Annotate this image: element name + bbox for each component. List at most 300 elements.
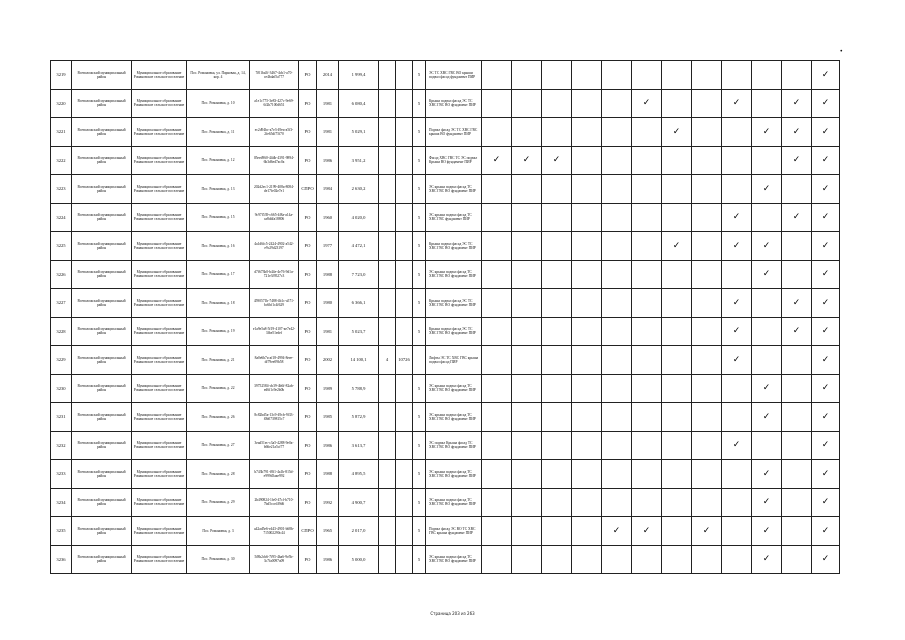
work-cell: [512, 517, 542, 546]
work-cell: [692, 403, 722, 432]
work-cell: [512, 89, 542, 118]
floors-cell: 5: [413, 488, 426, 517]
check-mark-icon: ✓: [752, 517, 782, 546]
work-cell: [692, 460, 722, 489]
work-cell: [752, 89, 782, 118]
work-cell: [602, 61, 632, 90]
year-cell: 1981: [317, 317, 339, 346]
work-cell: [692, 175, 722, 204]
settlement-cell: Муниципальное образование Романовское сельское поселение: [132, 232, 187, 261]
table-row: [51, 317, 840, 346]
area-cell: 3 613,7: [339, 431, 379, 460]
work-cell: [752, 289, 782, 318]
settlement-cell: Муниципальное образование Романовское сельское поселение: [132, 203, 187, 232]
district-cell: Всеволожский муниципальный район: [72, 89, 132, 118]
area-cell: 4 895,5: [339, 460, 379, 489]
table-row: [51, 232, 840, 261]
floors-cell: 5: [413, 374, 426, 403]
work-cell: [722, 61, 752, 90]
work-cell: [482, 346, 512, 375]
area-cell: 5 000,0: [339, 545, 379, 574]
work-cell: [752, 146, 782, 175]
work-cell: [482, 517, 512, 546]
work-cell: [722, 545, 752, 574]
year-cell: 1989: [317, 374, 339, 403]
work-cell: [782, 61, 812, 90]
table-row: [51, 545, 840, 574]
check-mark-icon: ✓: [812, 545, 840, 574]
check-mark-icon: ✓: [752, 403, 782, 432]
floors-cell: 5: [413, 203, 426, 232]
row-number: 3232: [51, 431, 72, 460]
check-mark-icon: ✓: [632, 89, 662, 118]
work-cell: [722, 460, 752, 489]
work-cell: [692, 374, 722, 403]
extra-cell: [396, 118, 413, 147]
work-cell: [632, 346, 662, 375]
row-number: 3230: [51, 374, 72, 403]
table-row: [51, 517, 840, 546]
address-cell: Пос. Романовка, д. 11: [187, 118, 250, 147]
check-mark-icon: ✓: [722, 203, 752, 232]
district-cell: Всеволожский муниципальный район: [72, 374, 132, 403]
organization-cell: РО: [299, 460, 317, 489]
works-cell: Крыша подвал фасад ЭС ТС ХВС ГВС ВО фундамент ПИР: [426, 317, 482, 346]
lifts-cell: [379, 517, 396, 546]
check-mark-icon: ✓: [812, 488, 840, 517]
work-cell: [602, 374, 632, 403]
check-mark-icon: ✓: [812, 89, 840, 118]
district-cell: Всеволожский муниципальный район: [72, 460, 132, 489]
check-mark-icon: ✓: [812, 203, 840, 232]
lifts-cell: [379, 61, 396, 90]
year-cell: 1988: [317, 260, 339, 289]
check-mark-icon: ✓: [782, 146, 812, 175]
organization-cell: РО: [299, 403, 317, 432]
year-cell: 1988: [317, 460, 339, 489]
work-cell: [662, 289, 692, 318]
year-cell: 1984: [317, 175, 339, 204]
house-code-cell: 7f01ba5f-3467-4cb1-a70-ce4bdaf5a777: [250, 61, 299, 90]
check-mark-icon: ✓: [512, 146, 542, 175]
address-cell: Пос. Романовка, ул. Парковая, д. 14, кор. 4: [187, 61, 250, 90]
floors-cell: 5: [413, 317, 426, 346]
year-cell: 1986: [317, 545, 339, 574]
work-cell: [512, 232, 542, 261]
work-cell: [692, 431, 722, 460]
work-cell: [572, 89, 602, 118]
work-cell: [752, 61, 782, 90]
lifts-cell: [379, 203, 396, 232]
works-cell: Крыша подвал фасад ЭС ТС ХВС ГВС ВО фундамент ПИР: [426, 232, 482, 261]
work-cell: [722, 403, 752, 432]
work-cell: [722, 517, 752, 546]
area-cell: 5 788,9: [339, 374, 379, 403]
work-cell: [662, 517, 692, 546]
settlement-cell: Муниципальное образование Романовское сельское поселение: [132, 545, 187, 574]
work-cell: [542, 374, 572, 403]
work-cell: [542, 488, 572, 517]
row-number: 3220: [51, 89, 72, 118]
table-row: [51, 488, 840, 517]
lifts-cell: [379, 232, 396, 261]
area-cell: 6 080,4: [339, 89, 379, 118]
check-mark-icon: ✓: [812, 317, 840, 346]
housing-register-table: [50, 60, 840, 574]
extra-cell: [396, 175, 413, 204]
works-cell: ЭС крыша подвал фасад ТС ХВС ГВС ВО фундамент ПИР: [426, 488, 482, 517]
address-cell: Пос. Романовка, д. 10: [187, 89, 250, 118]
address-cell: Пос. Романовка, д. 15: [187, 203, 250, 232]
work-cell: [482, 118, 512, 147]
organization-cell: РО: [299, 488, 317, 517]
work-cell: [632, 232, 662, 261]
work-cell: [602, 203, 632, 232]
check-mark-icon: ✓: [632, 517, 662, 546]
work-cell: [542, 118, 572, 147]
organization-cell: РО: [299, 317, 317, 346]
organization-cell: РО: [299, 118, 317, 147]
extra-cell: [396, 289, 413, 318]
work-cell: [602, 232, 632, 261]
work-cell: [542, 232, 572, 261]
address-cell: Пос. Романовка, д. 12: [187, 146, 250, 175]
settlement-cell: Муниципальное образование Романовское сельское поселение: [132, 146, 187, 175]
check-mark-icon: ✓: [752, 374, 782, 403]
work-cell: [512, 488, 542, 517]
table-row: [51, 175, 840, 204]
work-cell: [602, 89, 632, 118]
work-cell: [632, 203, 662, 232]
work-cell: [482, 460, 512, 489]
work-cell: [572, 460, 602, 489]
area-cell: 7 723,0: [339, 260, 379, 289]
check-mark-icon: ✓: [812, 232, 840, 261]
house-code-cell: a42ad5e6-e443-4901-b68b-715002290c44: [250, 517, 299, 546]
work-cell: [542, 89, 572, 118]
district-cell: Всеволожский муниципальный район: [72, 431, 132, 460]
area-cell: 4 472,1: [339, 232, 379, 261]
year-cell: 2002: [317, 346, 339, 375]
address-cell: Пос. Романовка, д. 13: [187, 175, 250, 204]
work-cell: [692, 488, 722, 517]
district-cell: Всеволожский муниципальный район: [72, 61, 132, 90]
floors-cell: [413, 346, 426, 375]
check-mark-icon: ✓: [812, 175, 840, 204]
address-cell: Пос. Романовка, д. 16: [187, 232, 250, 261]
extra-cell: [396, 431, 413, 460]
work-cell: [512, 545, 542, 574]
work-cell: [752, 203, 782, 232]
works-cell: ЭС крыша подвал фасад ТС ХВС ГВС ВО фундамент ПИР: [426, 460, 482, 489]
area-cell: 5 872,9: [339, 403, 379, 432]
work-cell: [722, 146, 752, 175]
district-cell: Всеволожский муниципальный район: [72, 232, 132, 261]
area-cell: 1 999,4: [339, 61, 379, 90]
works-cell: ЭС крыша подвал фасад ТС ХВС ГВС ВО фундамент ПИР: [426, 403, 482, 432]
work-cell: [662, 203, 692, 232]
check-mark-icon: ✓: [662, 118, 692, 147]
district-cell: Всеволожский муниципальный район: [72, 346, 132, 375]
district-cell: Всеволожский муниципальный район: [72, 517, 132, 546]
house-code-cell: 05eed960-44db-4391-9894-6b3d6ed7ac0a: [250, 146, 299, 175]
row-number: 3224: [51, 203, 72, 232]
work-cell: [572, 118, 602, 147]
settlement-cell: Муниципальное образование Романовское сельское поселение: [132, 460, 187, 489]
check-mark-icon: ✓: [482, 146, 512, 175]
house-code-cell: 39752584-cb39-4b6f-82ab-ed6f1c9e2b0b: [250, 374, 299, 403]
work-cell: [632, 317, 662, 346]
work-cell: [512, 460, 542, 489]
check-mark-icon: ✓: [752, 175, 782, 204]
work-cell: [572, 488, 602, 517]
house-code-cell: e1a9e5a8-5f19-4107-ae7e42-3fbe51edef: [250, 317, 299, 346]
works-cell: ЭС крыша подвал фасад ТС ХВС ГВС ВО фундамент ПИР: [426, 545, 482, 574]
extra-cell: [396, 146, 413, 175]
work-cell: [482, 374, 512, 403]
lifts-cell: [379, 374, 396, 403]
work-cell: [542, 431, 572, 460]
work-cell: [602, 346, 632, 375]
settlement-cell: Муниципальное образование Романовское сельское поселение: [132, 89, 187, 118]
check-mark-icon: ✓: [782, 289, 812, 318]
check-mark-icon: ✓: [752, 118, 782, 147]
work-cell: [572, 232, 602, 261]
check-mark-icon: ✓: [812, 260, 840, 289]
row-number: 3235: [51, 517, 72, 546]
extra-cell: [396, 374, 413, 403]
organization-cell: РО: [299, 232, 317, 261]
work-cell: [572, 289, 602, 318]
table-row: [51, 260, 840, 289]
house-code-cell: 5f8b2cb6-7f95-4ba6-9e5b-3c7fa0097a09: [250, 545, 299, 574]
area-cell: 4 900,7: [339, 488, 379, 517]
work-cell: [662, 374, 692, 403]
table-row: [51, 431, 840, 460]
check-mark-icon: ✓: [782, 89, 812, 118]
work-cell: [572, 146, 602, 175]
house-code-cell: 202d2ec1-2199-408a-8084-de17fe02e7e1: [250, 175, 299, 204]
work-cell: [632, 118, 662, 147]
table-row: [51, 374, 840, 403]
work-cell: [662, 545, 692, 574]
works-cell: Крыша подвал фасад ЭС ТС ХВС ГВС ВО фундамент ПИР: [426, 89, 482, 118]
extra-cell: [396, 403, 413, 432]
year-cell: 1986: [317, 431, 339, 460]
check-mark-icon: ✓: [812, 403, 840, 432]
work-cell: [692, 232, 722, 261]
work-cell: [572, 403, 602, 432]
house-code-cell: 8a0e6b7a-af18-4994-8eee-df79ee09b58: [250, 346, 299, 375]
check-mark-icon: ✓: [722, 289, 752, 318]
floors-cell: 5: [413, 146, 426, 175]
work-cell: [782, 346, 812, 375]
lifts-cell: [379, 460, 396, 489]
extra-cell: [396, 61, 413, 90]
work-cell: [782, 403, 812, 432]
check-mark-icon: ✓: [812, 517, 840, 546]
check-mark-icon: ✓: [662, 232, 692, 261]
extra-cell: [396, 203, 413, 232]
organization-cell: РО: [299, 374, 317, 403]
check-mark-icon: ✓: [812, 431, 840, 460]
check-mark-icon: ✓: [812, 460, 840, 489]
work-cell: [662, 460, 692, 489]
lifts-cell: [379, 146, 396, 175]
address-cell: Пос. Романовка, д. 30: [187, 545, 250, 574]
work-cell: [542, 317, 572, 346]
work-cell: [482, 232, 512, 261]
extra-cell: [396, 260, 413, 289]
work-cell: [482, 289, 512, 318]
district-cell: Всеволожский муниципальный район: [72, 118, 132, 147]
extra-cell: [396, 317, 413, 346]
row-number: 3223: [51, 175, 72, 204]
check-mark-icon: ✓: [752, 460, 782, 489]
floors-cell: 5: [413, 260, 426, 289]
work-cell: [722, 118, 752, 147]
settlement-cell: Муниципальное образование Романовское сельское поселение: [132, 431, 187, 460]
check-mark-icon: ✓: [722, 232, 752, 261]
work-cell: [542, 289, 572, 318]
work-cell: [482, 260, 512, 289]
work-cell: [512, 431, 542, 460]
work-cell: [692, 89, 722, 118]
work-cell: [512, 374, 542, 403]
floors-cell: 5: [413, 89, 426, 118]
check-mark-icon: ✓: [812, 346, 840, 375]
row-number: 3226: [51, 260, 72, 289]
work-cell: [572, 61, 602, 90]
extra-cell: [396, 460, 413, 489]
district-cell: Всеволожский муниципальный район: [72, 203, 132, 232]
check-mark-icon: ✓: [752, 545, 782, 574]
work-cell: [482, 203, 512, 232]
work-cell: [632, 61, 662, 90]
address-cell: Пос. Романовка, д. 22: [187, 374, 250, 403]
lifts-cell: [379, 118, 396, 147]
address-cell: Пос. Романовка, д. 28: [187, 460, 250, 489]
area-cell: 2 017,0: [339, 517, 379, 546]
work-cell: [572, 317, 602, 346]
row-number: 3234: [51, 488, 72, 517]
work-cell: [662, 146, 692, 175]
work-cell: [782, 488, 812, 517]
work-cell: [602, 260, 632, 289]
work-cell: [782, 460, 812, 489]
address-cell: Пос. Романовка, д. 3: [187, 517, 250, 546]
check-mark-icon: ✓: [722, 317, 752, 346]
floors-cell: 5: [413, 61, 426, 90]
lifts-cell: [379, 317, 396, 346]
works-cell: ЭС подвал Крыша фасад ТС ХВС ГВС ВО фундамент ПИР: [426, 431, 482, 460]
area-cell: 5 029,1: [339, 118, 379, 147]
work-cell: [542, 203, 572, 232]
table-row: [51, 89, 840, 118]
district-cell: Всеволожский муниципальный район: [72, 403, 132, 432]
work-cell: [632, 488, 662, 517]
check-mark-icon: ✓: [692, 517, 722, 546]
work-cell: [662, 346, 692, 375]
lifts-cell: [379, 89, 396, 118]
row-number: 3219: [51, 61, 72, 90]
area-cell: 5 023,7: [339, 317, 379, 346]
work-cell: [632, 374, 662, 403]
extra-cell: [396, 89, 413, 118]
work-cell: [752, 317, 782, 346]
lifts-cell: [379, 403, 396, 432]
work-cell: [512, 118, 542, 147]
work-cell: [542, 346, 572, 375]
work-cell: [542, 545, 572, 574]
work-cell: [602, 317, 632, 346]
work-cell: [542, 403, 572, 432]
extra-cell: [396, 517, 413, 546]
settlement-cell: Муниципальное образование Романовское сельское поселение: [132, 317, 187, 346]
work-cell: [482, 545, 512, 574]
area-cell: 14 100,1: [339, 346, 379, 375]
works-cell: ЭС крыша подвал фасад ТС ХВС ГВС ВО фундамент ПИР: [426, 260, 482, 289]
floors-cell: 5: [413, 118, 426, 147]
check-mark-icon: ✓: [752, 260, 782, 289]
floors-cell: 5: [413, 232, 426, 261]
house-code-cell: 3ead51ec-c3a5-4288-9e0a-b66e21a5cf77: [250, 431, 299, 460]
work-cell: [692, 346, 722, 375]
row-number: 3228: [51, 317, 72, 346]
work-cell: [782, 431, 812, 460]
district-cell: Всеволожский муниципальный район: [72, 146, 132, 175]
year-cell: 2014: [317, 61, 339, 90]
settlement-cell: Муниципальное образование Романовское сельское поселение: [132, 517, 187, 546]
floors-cell: 5: [413, 545, 426, 574]
area-cell: 3 951,2: [339, 146, 379, 175]
work-cell: [542, 61, 572, 90]
row-number: 3236: [51, 545, 72, 574]
row-number: 3222: [51, 146, 72, 175]
house-code-cell: 8c82bd5a-13c9-49cb-9f33-f0b0739815c7: [250, 403, 299, 432]
work-cell: [692, 61, 722, 90]
year-cell: 1981: [317, 118, 339, 147]
work-cell: [692, 146, 722, 175]
work-cell: [542, 175, 572, 204]
works-cell: ЭС крыша подвал фасад ТС ХВС ГВС ВО фундамент ПИР: [426, 374, 482, 403]
work-cell: [662, 61, 692, 90]
floors-cell: 5: [413, 460, 426, 489]
work-cell: [572, 431, 602, 460]
check-mark-icon: ✓: [812, 146, 840, 175]
work-cell: [692, 118, 722, 147]
district-cell: Всеволожский муниципальный район: [72, 175, 132, 204]
table-row: [51, 61, 840, 90]
organization-cell: РО: [299, 545, 317, 574]
work-cell: [632, 260, 662, 289]
work-cell: [782, 175, 812, 204]
district-cell: Всеволожский муниципальный район: [72, 289, 132, 318]
district-cell: Всеволожский муниципальный район: [72, 260, 132, 289]
work-cell: [722, 488, 752, 517]
settlement-cell: Муниципальное образование Романовское сельское поселение: [132, 175, 187, 204]
address-cell: Пос. Романовка, д. 19: [187, 317, 250, 346]
area-cell: 4 020,0: [339, 203, 379, 232]
lifts-cell: [379, 289, 396, 318]
work-cell: [632, 403, 662, 432]
check-mark-icon: ✓: [542, 146, 572, 175]
check-mark-icon: ✓: [782, 118, 812, 147]
work-cell: [722, 374, 752, 403]
settlement-cell: Муниципальное образование Романовское сельское поселение: [132, 488, 187, 517]
lifts-cell: [379, 488, 396, 517]
works-cell: Подвал фасад ЭС ВО ТС ХВС ГВС крыша фундамент ПИР: [426, 517, 482, 546]
